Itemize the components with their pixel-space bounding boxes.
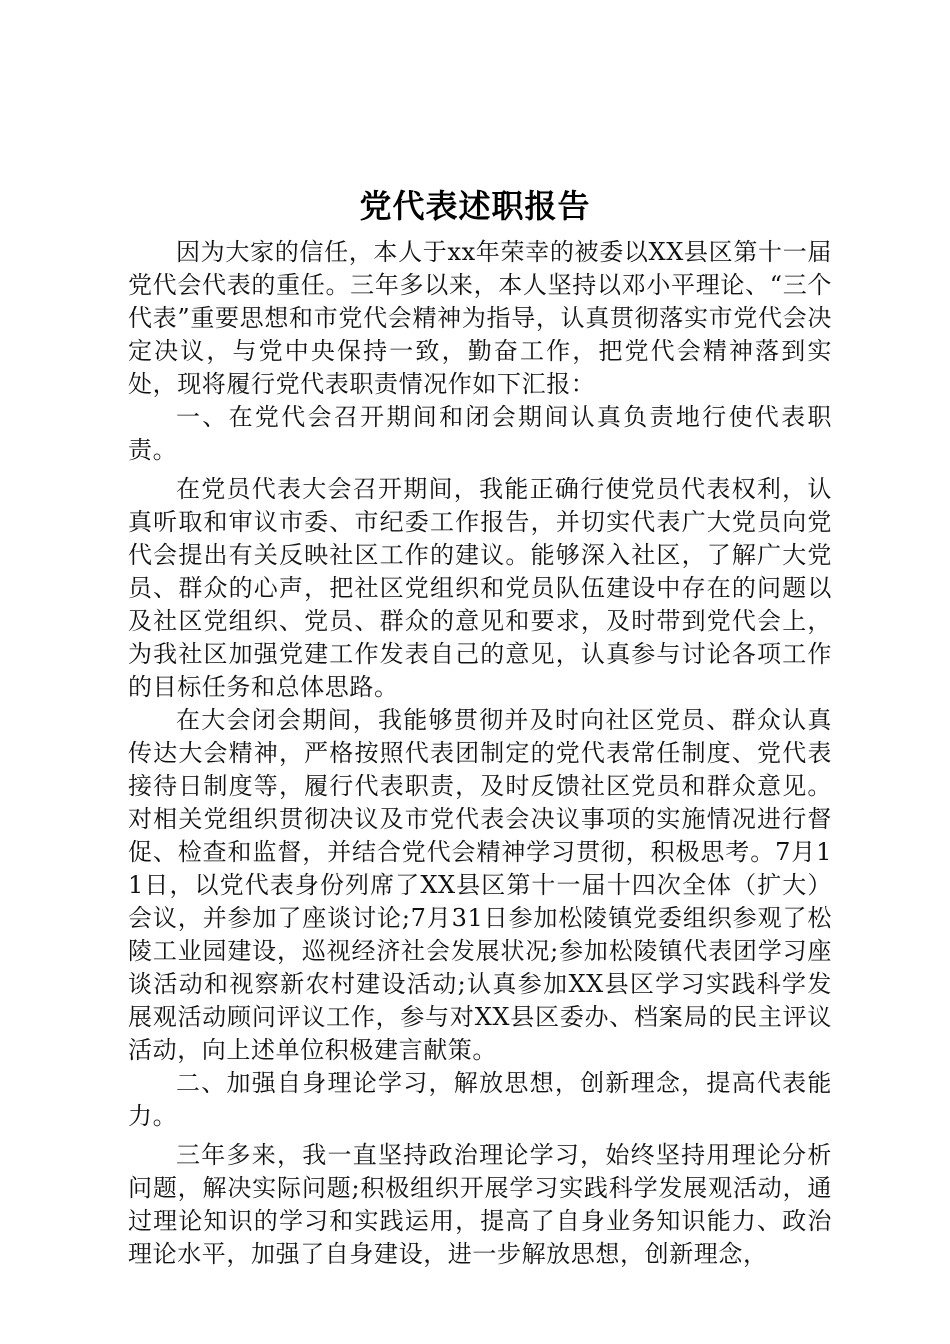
paragraph-congress-session: 在党员代表大会召开期间，我能正确行使党员代表权利，认真听取和审议市委、市纪委工作报告，并切实代表广大党员向党代会提出有关反映社区工作的建议。能够深入社区，了解广大党员、群众的心声，把社区党组织和党员队伍建设中存在的问题以及社区党组织、党员、群众的意见和要求，及时带到党代会上，为我社区加强党建工作发表自己的意见，认真参与讨论各项工作的目标任务和总体思路。 <box>128 475 832 701</box>
document-body <box>128 236 832 1271</box>
section-heading-2: 二、加强自身理论学习，解放思想，创新理念，提高代表能力。 <box>128 1069 832 1130</box>
paragraph-theory-study: 三年多来，我一直坚持政治理论学习，始终坚持用理论分析问题，解决实际问题;积极组织开展学习实践科学发展观活动，通过理论知识的学习和实践运用，提高了自身业务知识能力、政治理论水平，加强了自身建设，进一步解放思想，创新理念， <box>128 1141 832 1268</box>
document-title: 党代表述职报告 <box>359 187 591 225</box>
section-heading-1: 一、在党代会召开期间和闭会期间认真负责地行使代表职责。 <box>128 403 832 464</box>
paragraph-recess-period: 在大会闭会期间，我能够贯彻并及时向社区党员、群众认真传达大会精神，严格按照代表团制定的党代表常任制度、党代表接待日制度等，履行代表职责，及时反馈社区党员和群众意见。对相关党组织贯彻决议及市党代表会决议事项的实施情况进行督促、检查和监督，并结合党代会精神学习贯彻，积极思考。7月11日，以党代表身份列席了XX县区第十一届十四次全体（扩大）会议，并参加了座谈讨论;7月31日参加松陵镇党委组织参观了松陵工业园建设，巡视经济社会发展状况;参加松陵镇代表团学习座谈活动和视察新农村建设活动;认真参加XX县区学习实践科学发展观活动顾问评议工作，参与对XX县区委办、档案局的民主评议活动，向上述单位积极建言献策。 <box>128 706 832 1064</box>
paragraph-intro: 因为大家的信任，本人于xx年荣幸的被委以XX县区第十一届党代会代表的重任。三年多以来，本人坚持以邓小平理论、“三个代表”重要思想和市党代会精神为指导，认真贯彻落实市党代会决定决议，与党中央保持一致，勤奋工作，把党代会精神落到实处，现将履行党代表职责情况作如下汇报： <box>128 238 832 398</box>
